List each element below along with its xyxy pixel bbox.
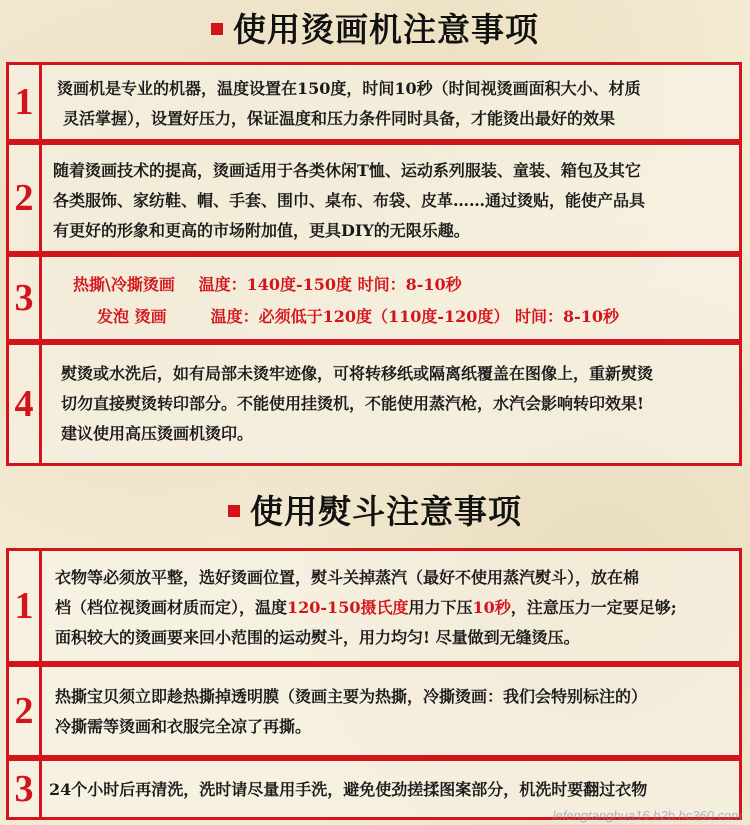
- section-title-iron: [0, 486, 750, 533]
- item-text-line: 衣物等必须放平整，选好烫画位置，熨斗关掉蒸汽（最好不使用蒸汽熨斗），放在棉: [55, 568, 640, 587]
- spec-detail: 温度：必须低于120度（110度-120度） 时间：8-10秒: [210, 307, 620, 326]
- section-title-text: 使用熨斗注意事项: [250, 492, 522, 531]
- item-number: 4: [9, 345, 42, 463]
- item-number: 1: [9, 65, 42, 139]
- spec-name: 发泡 烫画: [97, 307, 167, 326]
- item-text-line: 随着烫画技术的提高，烫画适用于各类休闲T恤、运动系列服装、童装、箱包及其它: [53, 161, 641, 180]
- item-number: 3: [9, 257, 42, 339]
- iron-box-2: [6, 664, 742, 758]
- title-bullet-icon: [228, 505, 240, 517]
- notice-box-2: [6, 142, 742, 254]
- text-segment: 档（档位视烫画材质而定），温度: [55, 598, 288, 617]
- section-title-text: 使用烫画机注意事项: [233, 10, 539, 49]
- text-segment: 用力下压: [408, 598, 473, 617]
- item-text-line: 切勿直接熨烫转印部分。不能使用挂烫机，不能使用蒸汽枪，水汽会影响转印效果!: [61, 394, 645, 413]
- text-segment: ，注意压力一定要足够;: [510, 598, 677, 617]
- spec-detail: 温度：140度-150度 时间：8-10秒: [198, 275, 462, 294]
- watermark: lefengtanghua16.b2b.hc360.com: [552, 808, 742, 823]
- item-text-line: 建议使用高压烫画机烫印。: [61, 424, 254, 443]
- item-text-line: 面积较大的烫画要来回小范围的运动熨斗，用力均匀! 尽量做到无缝烫压。: [55, 628, 580, 647]
- item-number: 3: [9, 761, 42, 817]
- item-text-line: 灵活掌握），设置好压力，保证温度和压力条件同时具备，才能烫出最好的效果: [63, 109, 616, 128]
- item-text-line: 有更好的形象和更高的市场附加值，更具DIY的无限乐趣。: [53, 221, 470, 240]
- item-number: 1: [9, 551, 42, 661]
- item-number: 2: [9, 145, 42, 251]
- item-text-line: 热撕宝贝须立即趁热撕掉透明膜（烫画主要为热撕，冷撕烫画：我们会特别标注的）: [55, 687, 648, 706]
- item-text-line: 熨烫或水洗后，如有局部未烫牢迹像，可将转移纸或隔离纸覆盖在图像上，重新熨烫: [61, 364, 654, 383]
- item-text-line: 烫画机是专业的机器，温度设置在150度，时间10秒（时间视烫画面积大小、材质: [57, 79, 641, 98]
- item-number: 2: [9, 667, 42, 755]
- title-bullet-icon: [211, 23, 223, 35]
- section-title-heat-press: [0, 4, 750, 51]
- item-text-line: 24个小时后再清洗，洗时请尽量用手洗，避免使劲搓揉图案部分，机洗时要翻过衣物: [49, 780, 648, 799]
- item-text-line: 冷撕需等烫画和衣服完全凉了再撕。: [55, 717, 312, 736]
- notice-box-4: [6, 342, 742, 466]
- highlight-temperature: 120-150摄氏度: [287, 598, 409, 617]
- spec-name: 热撕\冷撕烫画: [73, 275, 175, 294]
- item-text-line: [55, 593, 725, 623]
- iron-box-1: [6, 548, 742, 664]
- notice-box-1: [6, 62, 742, 142]
- highlight-time: 10秒: [472, 598, 511, 617]
- notice-box-3: [6, 254, 742, 342]
- item-text-line: 各类服饰、家纺鞋、帽、手套、围巾、桌布、布袋、皮革……通过烫贴，能使产品具: [53, 191, 646, 210]
